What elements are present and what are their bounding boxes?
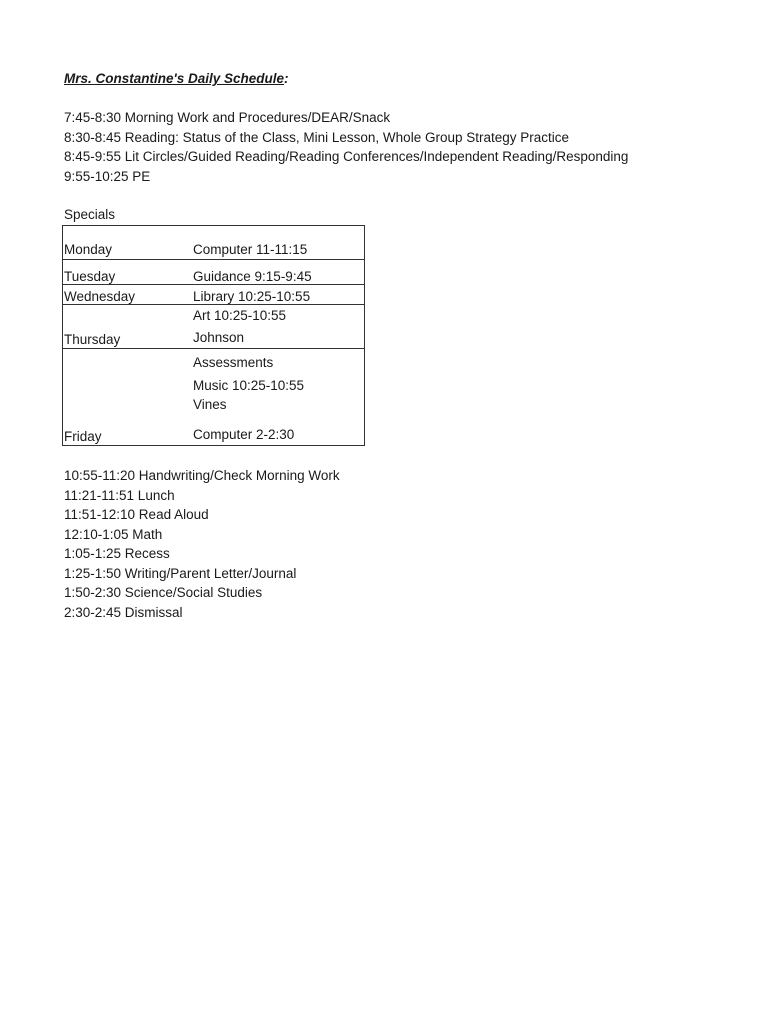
special-line: Computer 11-11:15 [193, 242, 308, 257]
specials-row-wednesday [63, 285, 365, 305]
title-colon: : [284, 71, 289, 86]
schedule-item: 8:30-8:45 Reading: Status of the Class, Mini Lesson, Whole Group Strategy Practice [64, 129, 570, 145]
day-cell: Friday [64, 429, 102, 444]
special-cell [192, 285, 365, 305]
schedule-item: 7:45-8:30 Morning Work and Procedures/DEAR/Snack [64, 110, 391, 125]
special-line: Music 10:25-10:55 [193, 378, 305, 393]
day-cell: Wednesday [64, 289, 136, 304]
special-cell [192, 260, 365, 285]
special-line: Johnson [193, 329, 245, 345]
day-cell: Thursday [64, 332, 121, 347]
special-line: Guidance 9:15-9:45 [193, 269, 312, 284]
schedule-item: 11:21-11:51 Lunch [64, 487, 175, 503]
day-cell: Monday [64, 242, 113, 257]
schedule-item: 12:10-1:05 Math [64, 526, 163, 542]
specials-row-friday [63, 349, 365, 446]
schedule-item: 8:45-9:55 Lit Circles/Guided Reading/Reading Conferences/Independent Reading/Responding [64, 149, 629, 164]
specials-row-tuesday [63, 260, 365, 285]
specials-row-thursday [63, 305, 365, 349]
special-line: Computer 2-2:30 [193, 427, 295, 442]
special-line: Library 10:25-10:55 [193, 289, 311, 304]
special-cell [192, 305, 365, 349]
special-cell [192, 226, 365, 260]
title-text: Mrs. Constantine's Daily Schedule [64, 71, 285, 86]
schedule-item: 1:05-1:25 Recess [64, 546, 170, 561]
schedule-item: 1:50-2:30 Science/Social Studies [64, 585, 263, 600]
schedule-item: 11:51-12:10 Read Aloud [64, 507, 209, 522]
schedule-item: 1:25-1:50 Writing/Parent Letter/Journal [64, 565, 297, 581]
special-line: Assessments [193, 355, 274, 370]
afternoon-schedule-list [64, 466, 340, 622]
special-cell [192, 349, 365, 446]
schedule-item: 2:30-2:45 Dismissal [64, 604, 183, 620]
schedule-item: 9:55-10:25 PE [64, 168, 151, 184]
page-title [64, 71, 289, 86]
special-line: Vines [193, 397, 227, 412]
special-line: Art 10:25-10:55 [193, 308, 287, 323]
schedule-item: 10:55-11:20 Handwriting/Check Morning Work [64, 468, 340, 483]
specials-heading: Specials [64, 207, 116, 222]
morning-schedule-list [64, 108, 628, 186]
day-cell: Tuesday [64, 269, 116, 284]
specials-table [62, 225, 365, 446]
specials-row-monday [63, 226, 365, 260]
